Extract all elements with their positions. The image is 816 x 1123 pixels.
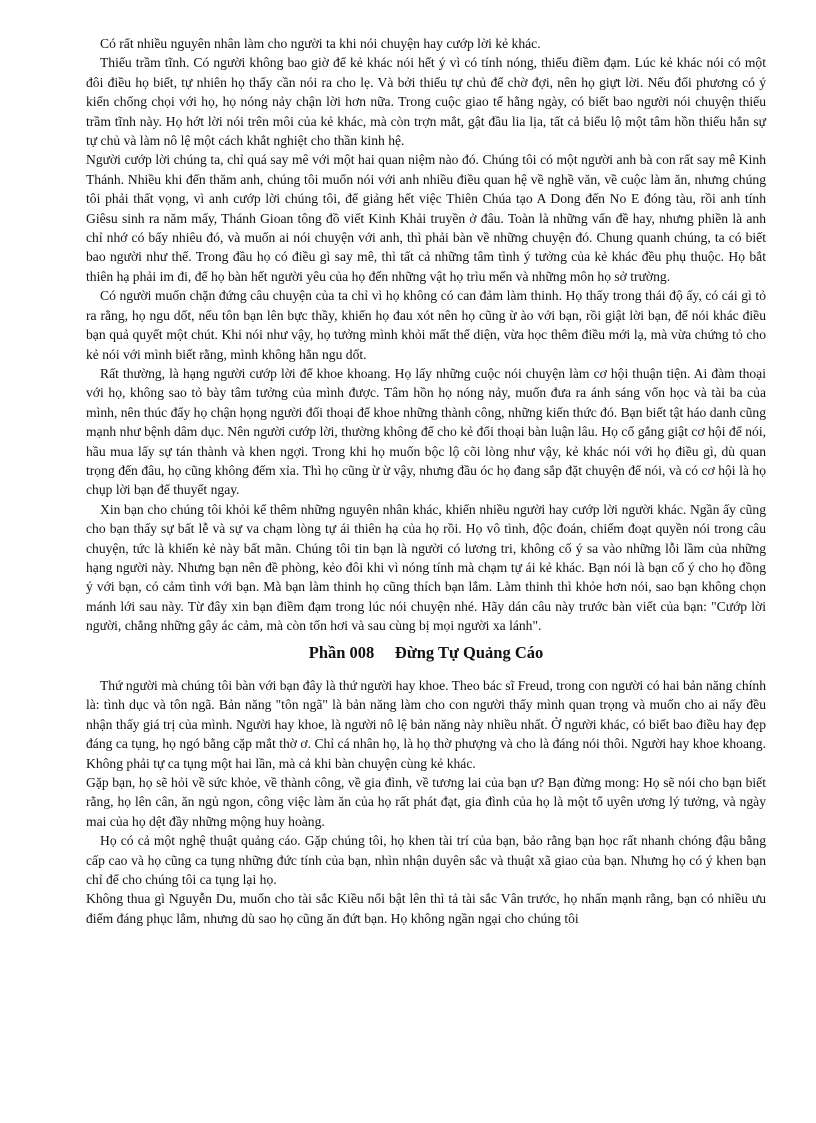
paragraph-4: Có người muốn chặn đứng câu chuyện của ta chỉ vì họ không có can đảm làm thinh. Họ thấy trong thái độ ấy, có cái gì tỏ ra rằng, họ ngu dốt, nếu tôn bạn lên bực thầy, khiến họ đau xót nên họ cũng ừ ào với bạn, rồi giật lời bạn, để nói khác điều bạn quả quyết một chút. Khi nói như vậy, họ tưởng mình khỏi mất thể diện, vừa học thêm điều mới lạ, mà vừa chứng tỏ cho kẻ nói với mình biết rằng, mình không hẳn ngu dốt.	[86, 288, 766, 362]
paragraph-3: Người cướp lời chúng ta, chỉ quá say mê với một hai quan niệm nào đó. Chúng tôi có một người anh bà con rất say mê Kinh Thánh. Nhiều khi đến thăm anh, chúng tôi muốn nói với anh nhiều điều quan hệ về nghề văn, về cuộc làm ăn, nhưng chúng tôi phải thất vọng, vì anh cướp lời chúng tôi, để giảng hết việc Thiên Chúa tạo A Dong đến No E đóng tàu, rồi anh tính Giêsu sinh ra năm mấy, Thánh Gioan tông đồ viết Kinh Khải truyền ở đâu. Toàn là những vấn đề hay, nhưng phiền là anh chỉ nhớ có bấy nhiêu đó, và muốn ai nói chuyện với anh, thì phải bàn về những chuyện đó. Chung quanh chúng, ta có biết bao người như thế. Trong đầu họ có điều gì say mê, thì tất cả những tâm tình ý tưởng của kẻ khác đều phụ thuộc. Họ bắt thiên hạ phải im đi, để họ bàn hết người yêu của họ đến những vật họ trìu mến và những môn họ sở trường.	[86, 152, 766, 284]
paragraph-2: Thiếu trầm tĩnh. Có người không bao giờ để kẻ khác nói hết ý vì có tính nóng, thiếu điềm đạm. Lúc kẻ khác nói có một đôi điều họ biết, tự nhiên họ thấy cần nói ra cho lẹ. Và bởi thiếu tự chủ để chờ đợi, nên họ giựt lời. Nếu đối phương có ý kiến chống chọi với họ, họ nóng nảy chận lời hơn nữa. Trong cuộc giao tế hằng ngày, có biết bao người nói chuyện thiếu trầm tĩnh này. Họ hớt lời nói trên môi của kẻ khác, mà còn trợn mắt, gật đầu lia lịa, tất cả biểu lộ một tâm hồn thiếu hẳn sự tự chủ và làm nô lệ một cách khắt nghiệt cho thần kinh hệ.	[86, 55, 766, 149]
paragraph-9: Họ có cả một nghệ thuật quảng cáo. Gặp chúng tôi, họ khen tài trí của bạn, bảo rằng bạn học rất nhanh chóng đậu bằng cấp cao và họ cũng ca tụng những đức tính của bạn, nhìn nhận duyên sắc và thuật xã giao của bạn. Nhưng họ có ý khen bạn chỉ để cho chúng tôi ca tụng lại họ.	[86, 833, 766, 888]
section-heading: Phần 008 Đừng Tự Quảng Cáo	[308, 642, 544, 662]
paragraph-7: Thứ người mà chúng tôi bàn với bạn đây là thứ người hay khoe. Theo bác sĩ Freud, trong con người có hai bản năng chính là: tình dục và tôn ngã. Bản năng "tôn ngã" là bản năng làm cho con người thấy mình quan trọng và muốn cho ai nấy đều nhận thấy giá trị của mình. Người hay khoe, là người nô lệ bản năng này nhiều nhất. Ở người khác, có biết bao điều hay đẹp đáng ca tụng, họ ngó bằng cặp mắt thờ ơ. Chỉ cá nhân họ, là họ thờ phượng và cho là đáng nói thôi. Người hay khoe khoang. Không phải tự ca tụng một hai lần, mà cả khi bàn chuyện cùng kẻ khác.	[86, 678, 766, 771]
paragraph-8: Gặp bạn, họ sẽ hỏi về sức khỏe, về thành công, về gia đình, về tương lai của bạn ư? Bạn đừng mong: Họ sẽ nói cho bạn biết rằng, họ lên cân, ăn ngủ ngon, công việc làm ăn của họ rất phát đạt, gia đình của họ là một tổ uyên ương lý tưởng, và ngày mai của họ dệt đầy những mộng huy hoàng.	[86, 775, 766, 829]
paragraph-1: Có rất nhiều nguyên nhân làm cho người ta khi nói chuyện hay cướp lời kẻ khác.	[100, 36, 541, 51]
paragraph-5: Rất thường, là hạng người cướp lời để khoe khoang. Họ lấy những cuộc nói chuyện làm cơ hội thuận tiện. Ai đàm thoại với họ, không sao tỏ bày tâm tưởng của mình được. Tâm hồn họ nóng nảy, muốn đưa ra ánh sáng vốn học và tài ba của mình, nên thúc đẩy họ chận họng người đối thoại để khoe những thành công, những kiến thức đó. Bạn biết tật háo danh cũng mạnh như bệnh dâm dục. Nên người cướp lời, thường không để cho kẻ đối thoại bàn luận lâu. Họ cố gắng giật cơ hội để nói, hầu mua lấy sự tán thành và khen ngợi. Trong khi họ muốn bộc lộ cõi lòng như vậy, kẻ khác nói với họ điều gì, dù quan trọng đến đâu, họ cũng không đếm xỉa. Thì họ cũng ừ ừ vậy, nhưng đầu óc họ đang sắp đặt chuyện để nói, và có cơ hội là họ chụp lời bạn để thuyết ngay.	[86, 365, 766, 498]
paragraph-10: Không thua gì Nguyễn Du, muốn cho tài sắc Kiều nổi bật lên thì tả tài sắc Vân trước, họ nhấn mạnh rằng, bạn có nhiều ưu điểm đáng phục lắm, nhưng dù sao họ cũng ăn đứt bạn. Họ không ngần ngại cho chúng tôi	[86, 891, 766, 926]
body-text-before	[86, 34, 766, 636]
body-text-after	[86, 676, 766, 928]
paragraph-6: Xin bạn cho chúng tôi khỏi kể thêm những nguyên nhân khác, khiến nhiều người hay cướp lời người khác. Ngần ấy cũng cho bạn thấy sự bất lễ và sự va chạm lòng tự ái thiên hạ của họ rồi. Họ vô tình, độc đoán, chiếm đoạt quyền nói trong câu chuyện, tức là khiến kẻ này bất mãn. Chúng tôi tin bạn là người có lương tri, không cố ý sa vào những lỗi lầm của những hạng người này. Nhưng bạn nên đề phòng, kẻo đôi khi vì nóng tính mà chạm tự ái kẻ khác. Bạn nói là bạn cố ý cho họ đồng ý với bạn, có cảm tình với bạn. Mà bạn làm thinh họ cũng thích bạn lắm. Làm thinh thì khỏe hơn nói, sao bạn không chọn mánh lới sau này. Từ đây xin bạn điềm đạm trong lúc nói chuyện nhé. Hãy dán câu này trước bàn viết của bạn: "Cướp lời người, chẳng những gây ác cảm, mà còn tốn hơi và sau cùng bị mọi người xa lánh".	[86, 501, 766, 634]
